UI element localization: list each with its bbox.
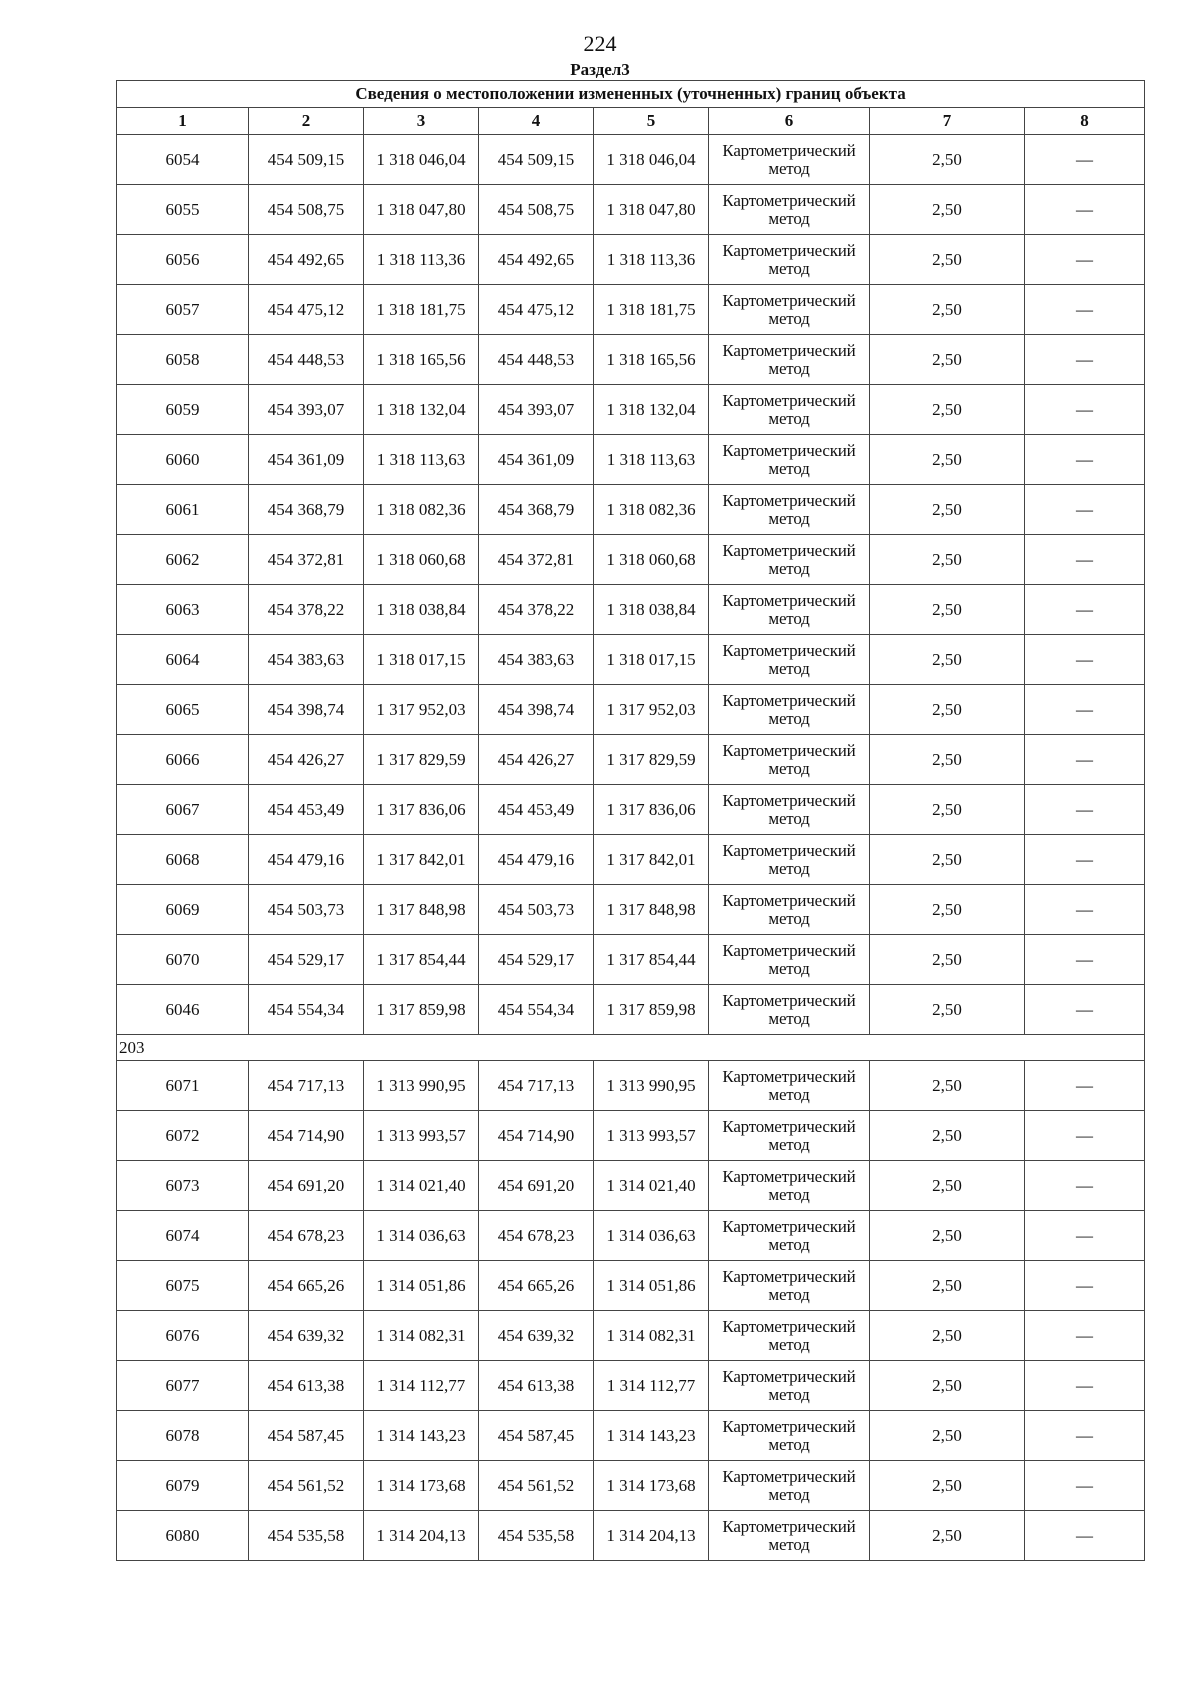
note-cell: —: [1025, 835, 1145, 885]
existing-y-cell: 1 314 036,63: [364, 1211, 479, 1261]
refined-x-cell: 454 503,73: [479, 885, 594, 935]
point-number-cell: 6054: [117, 135, 249, 185]
point-number-cell: 6076: [117, 1311, 249, 1361]
existing-y-cell: 1 318 017,15: [364, 635, 479, 685]
existing-x-cell: 454 561,52: [249, 1461, 364, 1511]
table-row: [117, 485, 1145, 535]
refined-x-cell: 454 378,22: [479, 585, 594, 635]
existing-x-cell: 454 453,49: [249, 785, 364, 835]
refined-y-cell: 1 317 836,06: [594, 785, 709, 835]
table-row: [117, 385, 1145, 435]
refined-y-cell: 1 314 173,68: [594, 1461, 709, 1511]
refined-x-cell: 454 453,49: [479, 785, 594, 835]
column-number: 7: [870, 108, 1025, 135]
accuracy-cell: 2,50: [870, 1361, 1025, 1411]
method-cell: Картометрический метод: [709, 1161, 870, 1211]
existing-x-cell: 454 665,26: [249, 1261, 364, 1311]
note-cell: —: [1025, 335, 1145, 385]
existing-y-cell: 1 314 082,31: [364, 1311, 479, 1361]
accuracy-cell: 2,50: [870, 1211, 1025, 1261]
table-row: [117, 435, 1145, 485]
existing-y-cell: 1 313 993,57: [364, 1111, 479, 1161]
existing-y-cell: 1 318 113,63: [364, 435, 479, 485]
table-row: [117, 1261, 1145, 1311]
refined-y-cell: 1 314 036,63: [594, 1211, 709, 1261]
table-row: [117, 1161, 1145, 1211]
point-number-cell: 6069: [117, 885, 249, 935]
table-row: [117, 1311, 1145, 1361]
accuracy-cell: 2,50: [870, 435, 1025, 485]
method-cell: Картометрический метод: [709, 1261, 870, 1311]
existing-y-cell: 1 317 829,59: [364, 735, 479, 785]
existing-y-cell: 1 318 113,36: [364, 235, 479, 285]
existing-x-cell: 454 587,45: [249, 1411, 364, 1461]
point-number-cell: 6063: [117, 585, 249, 635]
accuracy-cell: 2,50: [870, 185, 1025, 235]
method-cell: Картометрический метод: [709, 1111, 870, 1161]
refined-y-cell: 1 318 017,15: [594, 635, 709, 685]
refined-x-cell: 454 426,27: [479, 735, 594, 785]
accuracy-cell: 2,50: [870, 135, 1025, 185]
note-cell: —: [1025, 435, 1145, 485]
point-number-cell: 6067: [117, 785, 249, 835]
refined-x-cell: 454 554,34: [479, 985, 594, 1035]
note-cell: —: [1025, 935, 1145, 985]
note-cell: —: [1025, 1411, 1145, 1461]
table-title: Сведения о местоположении измененных (уточненных) границ объекта: [117, 81, 1145, 108]
refined-y-cell: 1 314 021,40: [594, 1161, 709, 1211]
refined-y-cell: 1 318 132,04: [594, 385, 709, 435]
column-number: 5: [594, 108, 709, 135]
accuracy-cell: 2,50: [870, 385, 1025, 435]
accuracy-cell: 2,50: [870, 835, 1025, 885]
point-number-cell: 6055: [117, 185, 249, 235]
refined-x-cell: 454 475,12: [479, 285, 594, 335]
accuracy-cell: 2,50: [870, 1261, 1025, 1311]
table-row: [117, 1411, 1145, 1461]
note-cell: —: [1025, 1461, 1145, 1511]
table-row: [117, 735, 1145, 785]
existing-x-cell: 454 398,74: [249, 685, 364, 735]
point-number-cell: 6075: [117, 1261, 249, 1311]
refined-x-cell: 454 717,13: [479, 1061, 594, 1111]
note-cell: —: [1025, 1061, 1145, 1111]
point-number-cell: 6077: [117, 1361, 249, 1411]
refined-x-cell: 454 714,90: [479, 1111, 594, 1161]
table-row: [117, 935, 1145, 985]
refined-y-cell: 1 318 047,80: [594, 185, 709, 235]
table-row: [117, 1111, 1145, 1161]
method-cell: Картометрический метод: [709, 1211, 870, 1261]
table-row: [117, 1361, 1145, 1411]
note-cell: —: [1025, 385, 1145, 435]
column-number: 3: [364, 108, 479, 135]
refined-x-cell: 454 508,75: [479, 185, 594, 235]
point-number-cell: 6080: [117, 1511, 249, 1561]
existing-y-cell: 1 314 021,40: [364, 1161, 479, 1211]
existing-x-cell: 454 503,73: [249, 885, 364, 935]
existing-x-cell: 454 639,32: [249, 1311, 364, 1361]
point-number-cell: 6064: [117, 635, 249, 685]
existing-x-cell: 454 529,17: [249, 935, 364, 985]
existing-x-cell: 454 448,53: [249, 335, 364, 385]
method-cell: Картометрический метод: [709, 635, 870, 685]
boundary-table: [116, 80, 1145, 1561]
accuracy-cell: 2,50: [870, 935, 1025, 985]
existing-x-cell: 454 714,90: [249, 1111, 364, 1161]
refined-x-cell: 454 383,63: [479, 635, 594, 685]
point-number-cell: 6057: [117, 285, 249, 335]
refined-x-cell: 454 529,17: [479, 935, 594, 985]
existing-y-cell: 1 313 990,95: [364, 1061, 479, 1111]
column-number: 2: [249, 108, 364, 135]
table-row: [117, 635, 1145, 685]
existing-x-cell: 454 372,81: [249, 535, 364, 585]
refined-y-cell: 1 318 060,68: [594, 535, 709, 585]
accuracy-cell: 2,50: [870, 1111, 1025, 1161]
note-cell: —: [1025, 685, 1145, 735]
existing-y-cell: 1 318 165,56: [364, 335, 479, 385]
note-cell: —: [1025, 1511, 1145, 1561]
table-row: [117, 1061, 1145, 1111]
point-number-cell: 6058: [117, 335, 249, 385]
point-number-cell: 6068: [117, 835, 249, 885]
note-cell: —: [1025, 185, 1145, 235]
accuracy-cell: 2,50: [870, 485, 1025, 535]
refined-y-cell: 1 314 112,77: [594, 1361, 709, 1411]
accuracy-cell: 2,50: [870, 235, 1025, 285]
method-cell: Картометрический метод: [709, 985, 870, 1035]
table-row: [117, 585, 1145, 635]
table-body: [117, 135, 1145, 1561]
method-cell: Картометрический метод: [709, 1461, 870, 1511]
column-number: 6: [709, 108, 870, 135]
method-cell: Картометрический метод: [709, 285, 870, 335]
point-number-cell: 6060: [117, 435, 249, 485]
refined-y-cell: 1 314 082,31: [594, 1311, 709, 1361]
refined-y-cell: 1 318 165,56: [594, 335, 709, 385]
method-cell: Картометрический метод: [709, 1061, 870, 1111]
existing-x-cell: 454 492,65: [249, 235, 364, 285]
existing-y-cell: 1 314 112,77: [364, 1361, 479, 1411]
accuracy-cell: 2,50: [870, 585, 1025, 635]
refined-x-cell: 454 561,52: [479, 1461, 594, 1511]
point-number-cell: 6073: [117, 1161, 249, 1211]
refined-y-cell: 1 313 993,57: [594, 1111, 709, 1161]
existing-x-cell: 454 691,20: [249, 1161, 364, 1211]
note-cell: —: [1025, 785, 1145, 835]
existing-x-cell: 454 678,23: [249, 1211, 364, 1261]
note-cell: —: [1025, 1361, 1145, 1411]
method-cell: Картометрический метод: [709, 1311, 870, 1361]
existing-x-cell: 454 535,58: [249, 1511, 364, 1561]
refined-x-cell: 454 613,38: [479, 1361, 594, 1411]
existing-x-cell: 454 508,75: [249, 185, 364, 235]
table-row: [117, 1511, 1145, 1561]
refined-x-cell: 454 448,53: [479, 335, 594, 385]
note-cell: —: [1025, 1111, 1145, 1161]
point-number-cell: 6059: [117, 385, 249, 435]
group-row: [117, 1035, 1145, 1061]
existing-x-cell: 454 378,22: [249, 585, 364, 635]
note-cell: —: [1025, 135, 1145, 185]
accuracy-cell: 2,50: [870, 735, 1025, 785]
method-cell: Картометрический метод: [709, 485, 870, 535]
method-cell: Картометрический метод: [709, 685, 870, 735]
existing-x-cell: 454 475,12: [249, 285, 364, 335]
accuracy-cell: 2,50: [870, 1061, 1025, 1111]
refined-x-cell: 454 535,58: [479, 1511, 594, 1561]
method-cell: Картометрический метод: [709, 335, 870, 385]
accuracy-cell: 2,50: [870, 635, 1025, 685]
note-cell: —: [1025, 285, 1145, 335]
table-row: [117, 1461, 1145, 1511]
point-number-cell: 6066: [117, 735, 249, 785]
existing-y-cell: 1 314 051,86: [364, 1261, 479, 1311]
method-cell: Картометрический метод: [709, 735, 870, 785]
table-row: [117, 885, 1145, 935]
page-number: 224: [583, 31, 617, 56]
accuracy-cell: 2,50: [870, 535, 1025, 585]
table-row: [117, 835, 1145, 885]
point-number-cell: 6046: [117, 985, 249, 1035]
column-number: 4: [479, 108, 594, 135]
method-cell: Картометрический метод: [709, 185, 870, 235]
table-row: [117, 1211, 1145, 1261]
refined-x-cell: 454 361,09: [479, 435, 594, 485]
existing-x-cell: 454 426,27: [249, 735, 364, 785]
refined-x-cell: 454 639,32: [479, 1311, 594, 1361]
existing-y-cell: 1 318 181,75: [364, 285, 479, 335]
note-cell: —: [1025, 1161, 1145, 1211]
point-number-cell: 6056: [117, 235, 249, 285]
method-cell: Картометрический метод: [709, 1411, 870, 1461]
existing-x-cell: 454 613,38: [249, 1361, 364, 1411]
existing-x-cell: 454 717,13: [249, 1061, 364, 1111]
refined-x-cell: 454 587,45: [479, 1411, 594, 1461]
note-cell: —: [1025, 1211, 1145, 1261]
point-number-cell: 6065: [117, 685, 249, 735]
method-cell: Картометрический метод: [709, 885, 870, 935]
existing-x-cell: 454 383,63: [249, 635, 364, 685]
table-row: [117, 985, 1145, 1035]
refined-x-cell: 454 393,07: [479, 385, 594, 435]
note-cell: —: [1025, 1311, 1145, 1361]
refined-y-cell: 1 313 990,95: [594, 1061, 709, 1111]
refined-y-cell: 1 318 113,63: [594, 435, 709, 485]
table-row: [117, 335, 1145, 385]
note-cell: —: [1025, 1261, 1145, 1311]
existing-y-cell: 1 317 859,98: [364, 985, 479, 1035]
refined-x-cell: 454 479,16: [479, 835, 594, 885]
refined-y-cell: 1 318 038,84: [594, 585, 709, 635]
table-row: [117, 235, 1145, 285]
note-cell: —: [1025, 735, 1145, 785]
accuracy-cell: 2,50: [870, 985, 1025, 1035]
table-row: [117, 685, 1145, 735]
refined-y-cell: 1 317 854,44: [594, 935, 709, 985]
existing-x-cell: 454 368,79: [249, 485, 364, 535]
section-label: Раздел3: [570, 60, 630, 79]
table-title-row: [117, 81, 1145, 108]
existing-x-cell: 454 393,07: [249, 385, 364, 435]
refined-x-cell: 454 398,74: [479, 685, 594, 735]
existing-y-cell: 1 314 143,23: [364, 1411, 479, 1461]
refined-y-cell: 1 317 848,98: [594, 885, 709, 935]
refined-y-cell: 1 318 181,75: [594, 285, 709, 335]
accuracy-cell: 2,50: [870, 1461, 1025, 1511]
point-number-cell: 6079: [117, 1461, 249, 1511]
accuracy-cell: 2,50: [870, 1411, 1025, 1461]
point-number-cell: 6071: [117, 1061, 249, 1111]
method-cell: Картометрический метод: [709, 1511, 870, 1561]
accuracy-cell: 2,50: [870, 285, 1025, 335]
method-cell: Картометрический метод: [709, 585, 870, 635]
accuracy-cell: 2,50: [870, 1161, 1025, 1211]
table-row: [117, 535, 1145, 585]
table-row: [117, 185, 1145, 235]
refined-x-cell: 454 691,20: [479, 1161, 594, 1211]
existing-x-cell: 454 361,09: [249, 435, 364, 485]
column-number-row: [117, 108, 1145, 135]
method-cell: Картометрический метод: [709, 385, 870, 435]
existing-y-cell: 1 317 842,01: [364, 835, 479, 885]
column-number: 1: [117, 108, 249, 135]
accuracy-cell: 2,50: [870, 335, 1025, 385]
refined-y-cell: 1 317 842,01: [594, 835, 709, 885]
note-cell: —: [1025, 235, 1145, 285]
method-cell: Картометрический метод: [709, 535, 870, 585]
method-cell: Картометрический метод: [709, 835, 870, 885]
existing-y-cell: 1 317 848,98: [364, 885, 479, 935]
existing-y-cell: 1 318 082,36: [364, 485, 479, 535]
method-cell: Картометрический метод: [709, 935, 870, 985]
refined-y-cell: 1 318 113,36: [594, 235, 709, 285]
point-number-cell: 6072: [117, 1111, 249, 1161]
existing-y-cell: 1 314 173,68: [364, 1461, 479, 1511]
refined-x-cell: 454 492,65: [479, 235, 594, 285]
note-cell: —: [1025, 485, 1145, 535]
existing-y-cell: 1 318 047,80: [364, 185, 479, 235]
note-cell: —: [1025, 535, 1145, 585]
point-number-cell: 6062: [117, 535, 249, 585]
note-cell: —: [1025, 985, 1145, 1035]
existing-y-cell: 1 317 854,44: [364, 935, 479, 985]
point-number-cell: 6061: [117, 485, 249, 535]
refined-y-cell: 1 314 051,86: [594, 1261, 709, 1311]
refined-y-cell: 1 314 204,13: [594, 1511, 709, 1561]
accuracy-cell: 2,50: [870, 885, 1025, 935]
refined-y-cell: 1 317 829,59: [594, 735, 709, 785]
method-cell: Картометрический метод: [709, 785, 870, 835]
accuracy-cell: 2,50: [870, 685, 1025, 735]
accuracy-cell: 2,50: [870, 1311, 1025, 1361]
existing-y-cell: 1 318 132,04: [364, 385, 479, 435]
accuracy-cell: 2,50: [870, 1511, 1025, 1561]
existing-y-cell: 1 318 060,68: [364, 535, 479, 585]
method-cell: Картометрический метод: [709, 1361, 870, 1411]
refined-y-cell: 1 318 046,04: [594, 135, 709, 185]
refined-x-cell: 454 509,15: [479, 135, 594, 185]
existing-y-cell: 1 317 952,03: [364, 685, 479, 735]
method-cell: Картометрический метод: [709, 235, 870, 285]
method-cell: Картометрический метод: [709, 135, 870, 185]
refined-y-cell: 1 317 859,98: [594, 985, 709, 1035]
existing-y-cell: 1 318 038,84: [364, 585, 479, 635]
table-row: [117, 285, 1145, 335]
existing-y-cell: 1 314 204,13: [364, 1511, 479, 1561]
refined-x-cell: 454 368,79: [479, 485, 594, 535]
accuracy-cell: 2,50: [870, 785, 1025, 835]
refined-y-cell: 1 318 082,36: [594, 485, 709, 535]
refined-y-cell: 1 317 952,03: [594, 685, 709, 735]
point-number-cell: 6074: [117, 1211, 249, 1261]
table-row: [117, 135, 1145, 185]
note-cell: —: [1025, 885, 1145, 935]
refined-x-cell: 454 372,81: [479, 535, 594, 585]
existing-y-cell: 1 318 046,04: [364, 135, 479, 185]
point-number-cell: 6078: [117, 1411, 249, 1461]
table-row: [117, 785, 1145, 835]
note-cell: —: [1025, 635, 1145, 685]
point-number-cell: 6070: [117, 935, 249, 985]
method-cell: Картометрический метод: [709, 435, 870, 485]
group-label: 203: [117, 1035, 1145, 1061]
column-number: 8: [1025, 108, 1145, 135]
existing-x-cell: 454 479,16: [249, 835, 364, 885]
refined-x-cell: 454 665,26: [479, 1261, 594, 1311]
existing-x-cell: 454 554,34: [249, 985, 364, 1035]
refined-y-cell: 1 314 143,23: [594, 1411, 709, 1461]
note-cell: —: [1025, 585, 1145, 635]
existing-y-cell: 1 317 836,06: [364, 785, 479, 835]
existing-x-cell: 454 509,15: [249, 135, 364, 185]
refined-x-cell: 454 678,23: [479, 1211, 594, 1261]
